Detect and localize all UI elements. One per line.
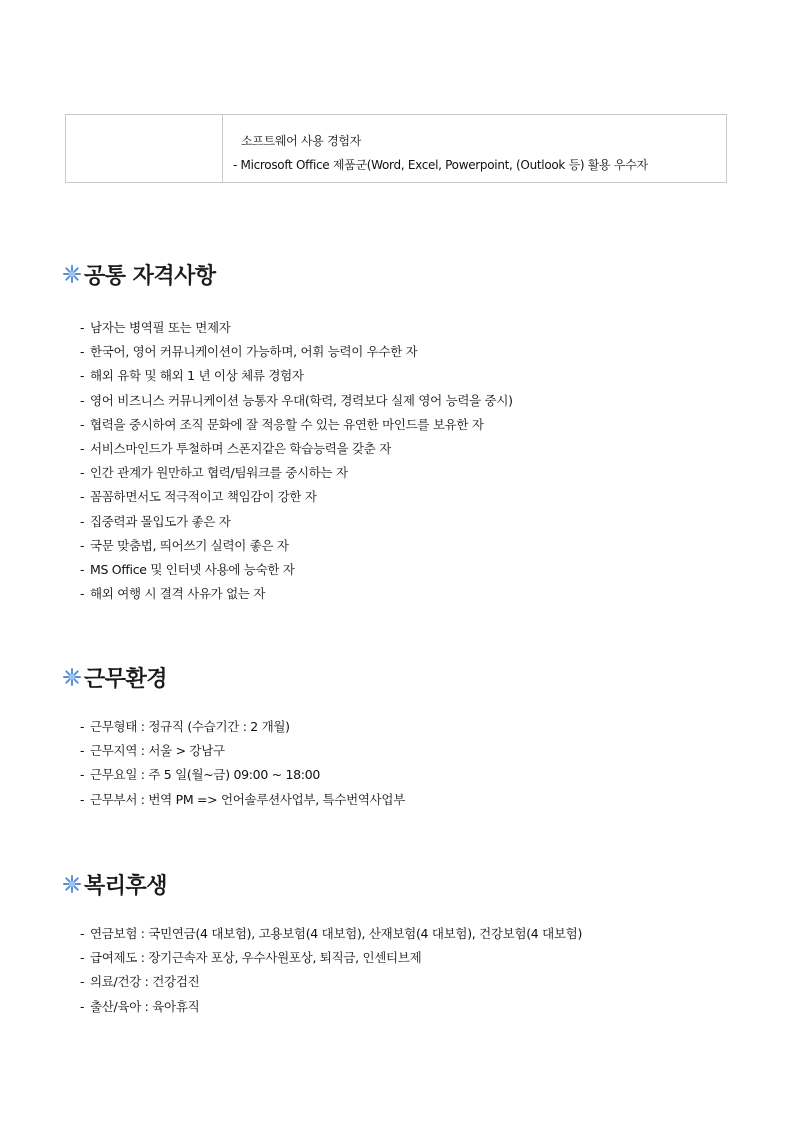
snowflake-icon [62,874,82,894]
list-item: - 급여제도 : 장기근속자 포상, 우수사원포상, 퇴직금, 인센티브제 [80,950,422,966]
section-heading [62,869,582,899]
requirement-line: 소프트웨어 사용 경험자 [241,134,361,148]
list-item: - 남자는 병역필 또는 면제자 [80,320,231,335]
list-item: - 근무형태 : 정규직 (수습기간 : 2 개월) [80,719,290,734]
section-heading [62,662,405,692]
list-item: - 꼼꼼하면서도 적극적이고 책임감이 강한 자 [80,489,317,505]
bullet-list [62,715,405,812]
section-benefits [62,869,582,1019]
list-item: - 한국어, 영어 커뮤니케이션이 가능하며, 어휘 능력이 우수한 자 [80,344,418,360]
table-label-cell [66,115,223,182]
list-item: - 인간 관계가 원만하고 협력/팀워크를 중시하는 자 [80,465,348,481]
list-item: - 협력을 중시하여 조직 문화에 잘 적응할 수 있는 유연한 마인드를 보유한 자 [80,416,484,432]
list-item: - 서비스마인드가 투철하며 스폰지같은 학습능력을 갖춘 자 [80,440,391,456]
list-item: - 해외 유학 및 해외 1 년 이상 체류 경험자 [80,368,304,384]
bullet-list [62,922,582,1019]
list-item: - MS Office 및 인터넷 사용에 능숙한 자 [80,561,295,577]
list-item: - 의료/건강 : 건강검진 [80,974,200,990]
list-item: - 근무부서 : 번역 PM => 언어솔루션사업부, 특수번역사업부 [80,791,405,807]
section-common-qualifications [62,259,513,606]
requirement-line: - Microsoft Office 제품군(Word, Excel, Powerpoint, (Outlook 등) 활용 우수자 [233,158,648,172]
section-title: 근무환경 [84,666,168,692]
bullet-list [62,316,513,606]
section-title: 복리후생 [84,873,168,899]
list-item: - 출산/육아 : 육아휴직 [80,998,200,1014]
list-item: - 집중력과 몰입도가 좋은 자 [80,513,231,529]
section-work-environment [62,662,405,812]
list-item: - 해외 여행 시 결격 사유가 없는 자 [80,586,266,602]
table-content-cell [223,115,726,182]
section-title: 공통 자격사항 [84,263,216,289]
snowflake-icon [62,264,82,284]
snowflake-icon [62,667,82,687]
section-heading [62,259,513,289]
list-item: - 국문 맞춤법, 띄어쓰기 실력이 좋은 자 [80,537,289,553]
list-item: - 연금보험 : 국민연금(4 대보험), 고용보험(4 대보험), 산재보험(4 대보험), 건강보험(4 대보험) [80,926,583,941]
list-item: - 근무지역 : 서울 > 강남구 [80,743,225,759]
list-item: - 영어 비즈니스 커뮤니케이션 능통자 우대(학력, 경력보다 실제 영어 능력을 중시) [80,392,513,408]
list-item: - 근무요일 : 주 5 일(월~금) 09:00 ~ 18:00 [80,767,321,783]
requirements-table [65,114,727,183]
